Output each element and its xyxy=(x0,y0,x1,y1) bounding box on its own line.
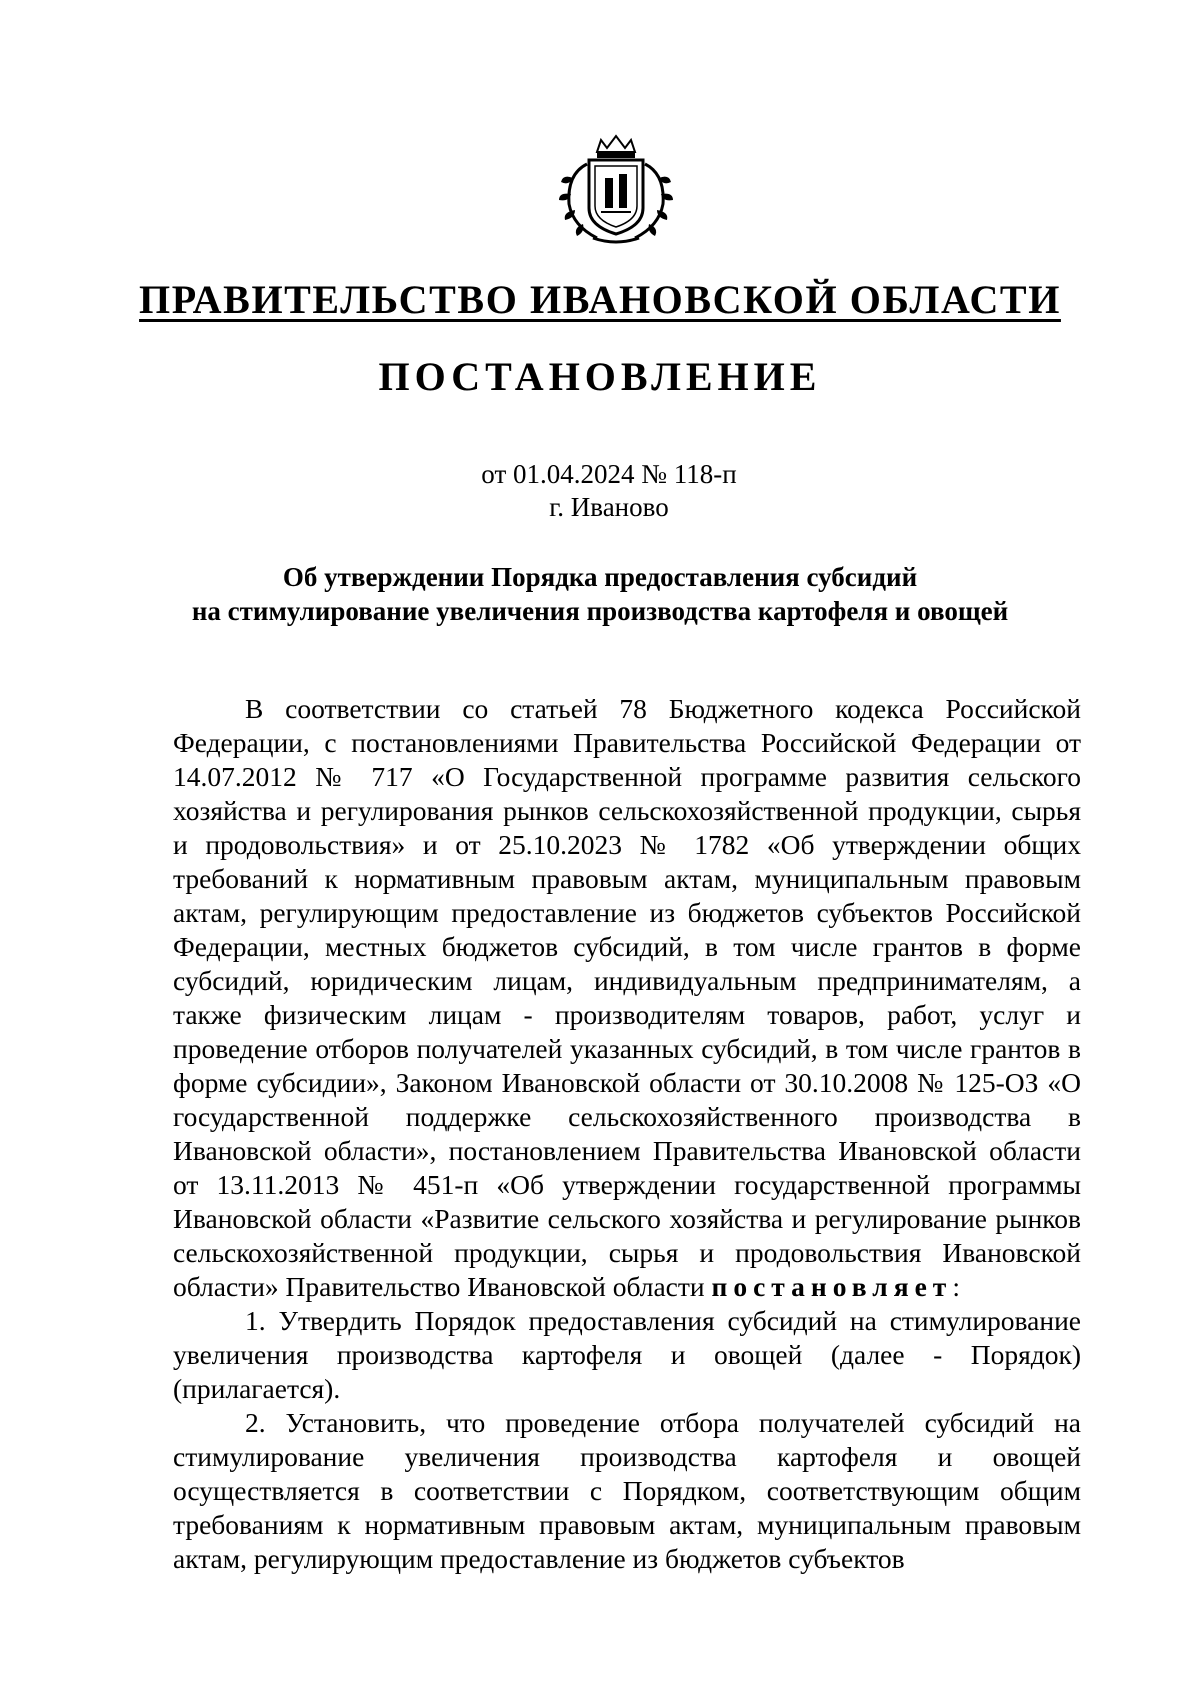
subject-line-2: на стимулирование увеличения производства картофеля и овощей xyxy=(191,596,1009,626)
government-title xyxy=(0,278,1200,322)
document-meta xyxy=(0,458,1200,524)
document-type: ПОСТАНОВЛЕНИЕ xyxy=(378,354,822,399)
government-name: ПРАВИТЕЛЬСТВО ИВАНОВСКОЙ ОБЛАСТИ xyxy=(139,277,1061,322)
document-subject xyxy=(0,560,1200,628)
preamble-text: В соответствии со статьей 78 Бюджетного кодекса Российской Федерации, с постановлениями Правительства Российской Федерации от 14.07.2012 № 717 «О Государственной программе развития сельского хозяйства и регулирования рынков сельскохозяйственной продукции, сырья и продовольствия» и от 25.10.2023 № 1782 «Об утверждении общих требований к нормативным правовым актам, муниципальным правовым актам, регулирующим предоставление из бюджетов субъектов Российской Федерации, местных бюджетов субсидий, в том числе грантов в форме субсидий, юридическим лицам, индивидуальным предпринимателям, а также физическим лицам - производителям товаров, работ, услуг и проведение отборов получателей указанных субсидий, в том числе грантов в форме субсидии», Законом Ивановской области от 30.10.2008 № 125-ОЗ «О государственной поддержке сельскохозяйственного производства в Ивановской области», постановлением Правительства Ивановской области от 13.11.2013 № 451-п «Об утверждении государственной программы Ивановской области «Развитие сельского хозяйства и регулирование рынков сельскохозяйственной продукции, сырья и продовольствия Ивановской области» Правительство Ивановской области xyxy=(173,693,1081,1302)
city: г. Иваново xyxy=(549,492,669,522)
document-body xyxy=(173,692,1081,1576)
preamble-paragraph xyxy=(173,692,1081,1304)
item-2: 2. Установить, что проведение отбора получателей субсидий на стимулирование увеличения производства картофеля и овощей осуществляется в соответствии с Порядком, соответствующим общим требованиям к нормативным правовым актам, муниципальным правовым актам, регулирующим предоставление из бюджетов субъектов xyxy=(173,1407,1081,1574)
resolves-word: постановляет xyxy=(711,1271,953,1302)
ivanovo-coat-of-arms-icon xyxy=(557,134,675,246)
item-1: 1. Утвердить Порядок предоставления субсидий на стимулирование увеличения производства картофеля и овощей (далее - Порядок) (прилагается). xyxy=(173,1305,1081,1404)
subject-line-1: Об утверждении Порядка предоставления субсидий xyxy=(282,562,918,592)
resolves-colon: : xyxy=(952,1271,960,1302)
date-number: от 01.04.2024 № 118-п xyxy=(481,459,737,489)
